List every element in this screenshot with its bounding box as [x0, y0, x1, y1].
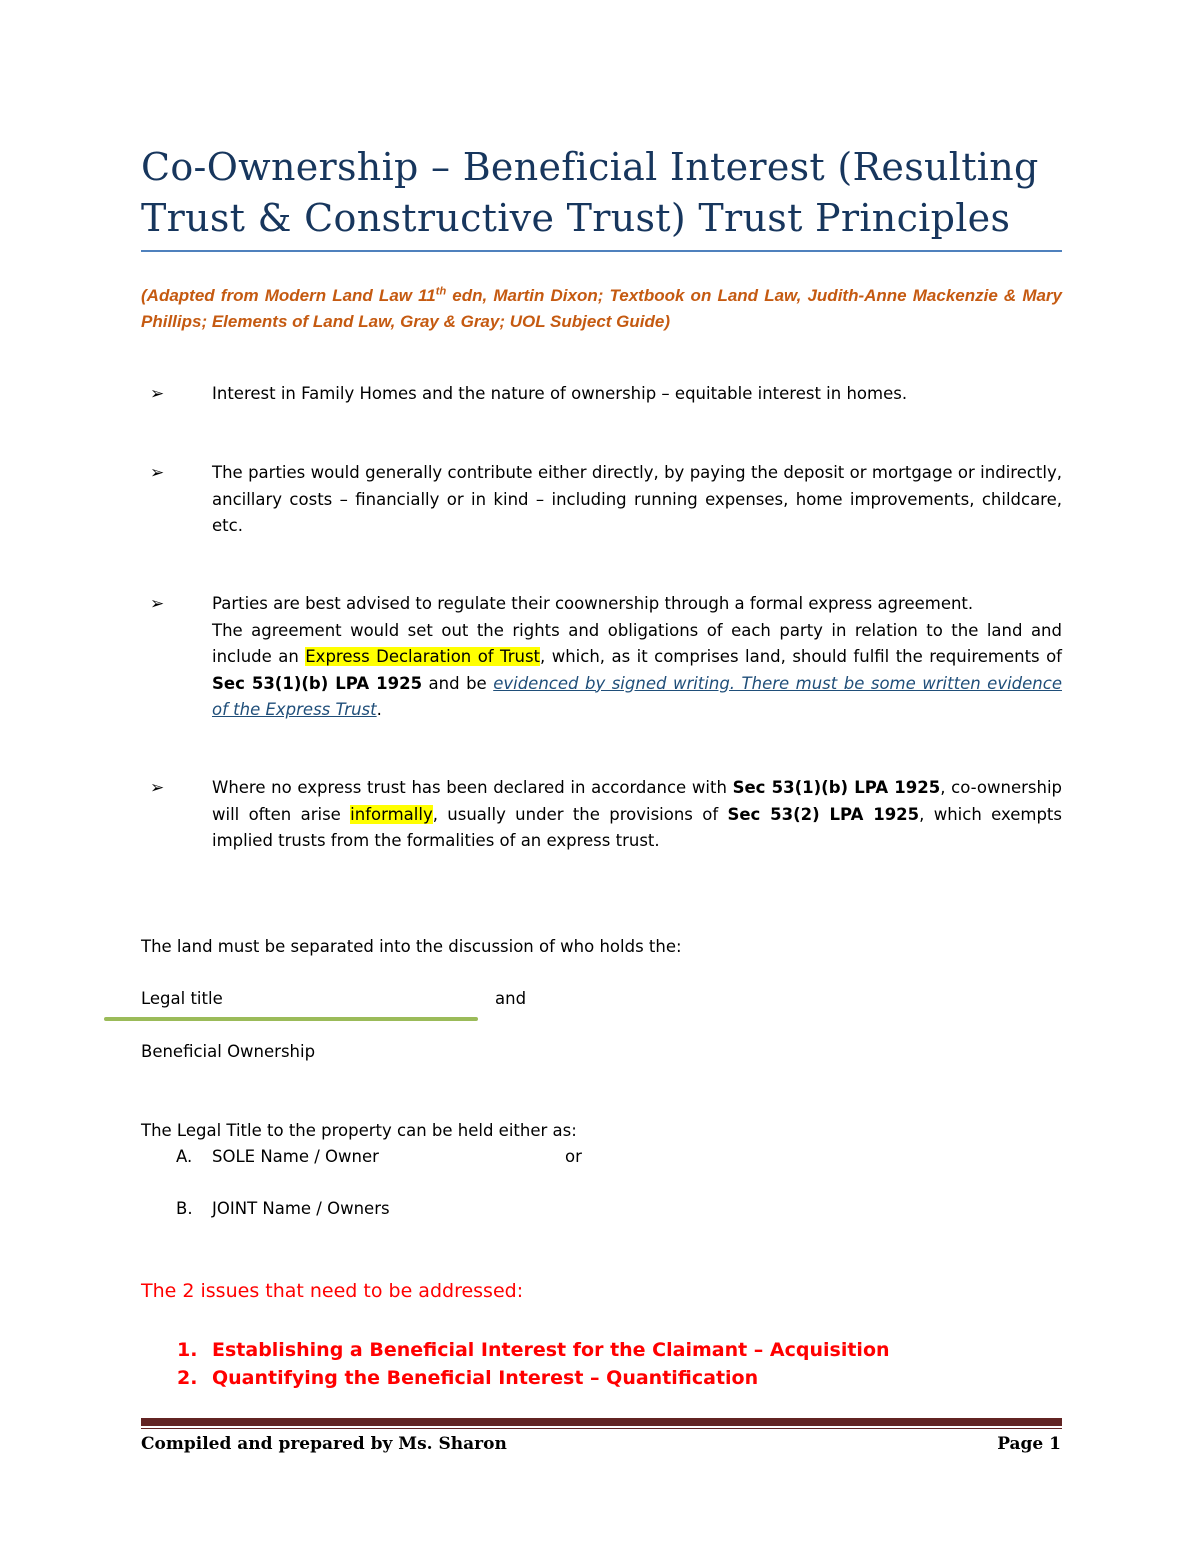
option-a-marker: A.: [176, 1147, 193, 1166]
issues-heading: The 2 issues that need to be addressed:: [141, 1280, 524, 1302]
statute-reference: Sec 53(2) LPA 1925: [727, 804, 920, 824]
green-divider: [104, 1017, 478, 1021]
issue-number: 2.: [177, 1367, 198, 1389]
arrow-bullet-icon: ➢: [150, 778, 165, 798]
bullet-text: [212, 591, 1062, 724]
bullet-family-homes: [141, 381, 1062, 408]
statute-reference: Sec 53(1)(b) LPA 1925: [732, 778, 941, 797]
citation-part-2: edn, Martin Dixon; Textbook on Land Law, Judith-Anne Mackenzie & Mary Phillips; Elements of Land Law, Gray & Gray; UOL Subject Guide): [141, 286, 1063, 331]
arrow-bullet-icon: ➢: [150, 463, 165, 483]
document-title: Co-Ownership – Beneficial Interest (Resulting Trust & Constructive Trust) Trust Principles: [141, 145, 1039, 240]
title-underline: [141, 250, 1062, 252]
bullet-line: Parties are best advised to regulate their coownership through a formal express agreement.: [212, 594, 974, 613]
citation-superscript: th: [435, 285, 447, 298]
text-run: The agreement would set out the rights and obligations of each party in relation to the land and include an: [212, 620, 1062, 666]
statute-reference: Sec 53(1)(b) LPA 1925: [212, 673, 423, 693]
text-run: , which, as it comprises land, should fulfil the requirements of: [540, 647, 1062, 666]
issue-number: 1.: [177, 1339, 198, 1361]
text-run: , which exempts implied trusts from the formalities of an express trust.: [212, 804, 1062, 850]
footer-page-number: Page 1: [997, 1434, 1061, 1454]
text-run: .: [376, 700, 382, 719]
and-label: and: [495, 989, 527, 1008]
bullet-paragraph: [212, 618, 1062, 724]
issue-text: Establishing a Beneficial Interest for the Claimant – Acquisition: [212, 1339, 890, 1361]
source-citation: [141, 283, 1062, 335]
text-run: Where no express trust has been declared in accordance with: [212, 778, 733, 797]
citation-part-1: (Adapted from Modern Land Law 11: [141, 286, 436, 305]
bullet-text: Interest in Family Homes and the nature of ownership – equitable interest in homes.: [212, 384, 908, 403]
beneficial-ownership-label: Beneficial Ownership: [141, 1042, 316, 1061]
legal-title-label: Legal title: [141, 989, 223, 1008]
footer-rule: [141, 1418, 1062, 1426]
footer-author: Compiled and prepared by Ms. Sharon: [141, 1434, 507, 1454]
text-run: , co-ownership will often arise: [212, 778, 1062, 824]
bullet-text: The parties would generally contribute either directly, by paying the deposit or mortgage or indirectly, ancillary costs – financially or in kind – including running expenses, home improvements, childcare, etc.: [212, 463, 1062, 535]
legal-title-held-text: The Legal Title to the property can be held either as:: [141, 1121, 577, 1140]
separation-text: The land must be separated into the discussion of who holds the:: [141, 937, 682, 956]
bullet-informal-coownership: [141, 775, 1062, 855]
issue-text: Quantifying the Beneficial Interest – Quantification: [212, 1367, 759, 1389]
option-a-or: or: [565, 1147, 582, 1166]
arrow-bullet-icon: ➢: [150, 594, 165, 614]
bullet-text: [212, 775, 1062, 855]
bullet-contributions: [141, 460, 1062, 540]
issue-item: [141, 1367, 758, 1389]
highlight-informally: informally: [350, 804, 433, 824]
option-a-label: SOLE Name / Owner: [212, 1147, 379, 1166]
text-run: and be: [422, 673, 494, 693]
option-b-marker: B.: [176, 1199, 193, 1218]
text-run: , usually under the provisions of: [432, 804, 728, 824]
bullet-express-agreement: [141, 591, 1062, 724]
footer-rule-thin: [141, 1428, 1062, 1429]
highlight-express-declaration: Express Declaration of Trust: [305, 647, 541, 666]
arrow-bullet-icon: ➢: [150, 384, 165, 404]
issue-item: [141, 1339, 890, 1361]
signed-writing-link[interactable]: evidenced by signed writing. There must be some written evidence of the Express Trust: [212, 673, 1062, 719]
option-b-label: JOINT Name / Owners: [212, 1199, 390, 1218]
